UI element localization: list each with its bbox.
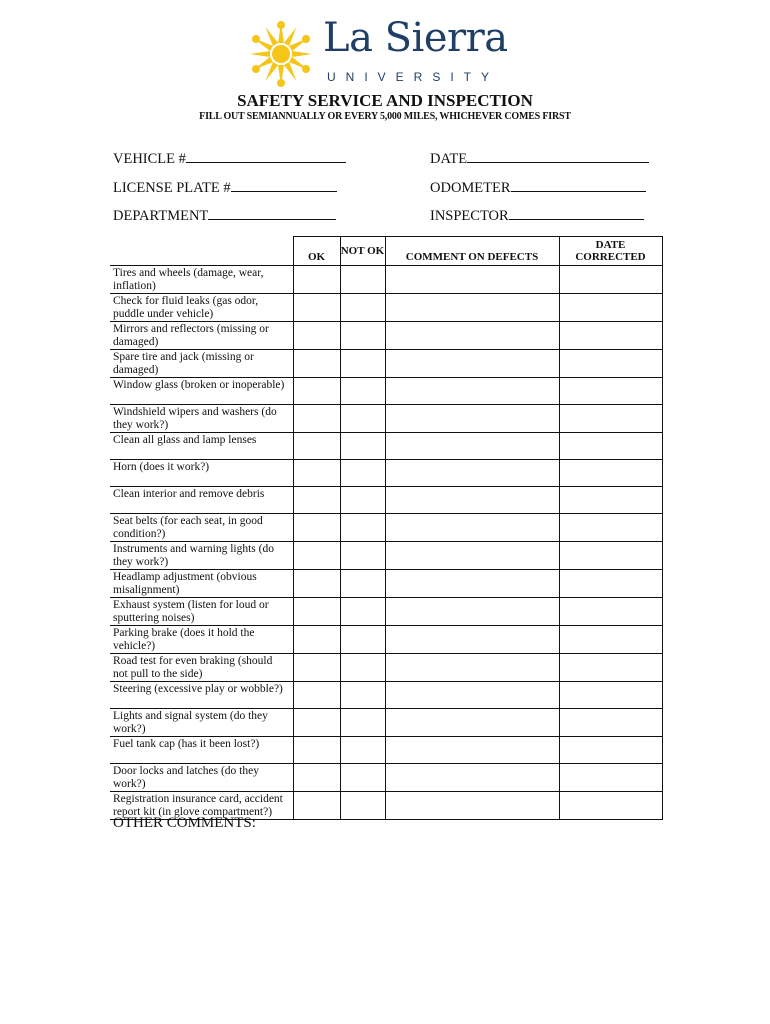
inspection-item-label: Clean interior and remove debris [110, 487, 293, 514]
date-corrected-cell[interactable] [559, 709, 662, 737]
table-row [110, 405, 662, 433]
inspection-item-label: Parking brake (does it hold the vehicle?) [110, 626, 293, 654]
comment-cell[interactable] [385, 350, 559, 378]
table-row [110, 460, 662, 487]
comment-cell[interactable] [385, 626, 559, 654]
date-corrected-cell[interactable] [559, 322, 662, 350]
ok-cell[interactable] [293, 542, 340, 570]
date-corrected-cell[interactable] [559, 460, 662, 487]
date-corrected-cell[interactable] [559, 626, 662, 654]
not-ok-cell[interactable] [340, 598, 385, 626]
sun-figures-icon [245, 20, 317, 88]
inspection-table [110, 236, 663, 820]
date-corrected-cell[interactable] [559, 792, 662, 820]
table-row [110, 514, 662, 542]
ok-cell[interactable] [293, 764, 340, 792]
header-blank [110, 237, 293, 266]
ok-cell[interactable] [293, 682, 340, 709]
inspection-item-label: Steering (excessive play or wobble?) [110, 682, 293, 709]
inspection-item-label: Instruments and warning lights (do they work?) [110, 542, 293, 570]
form-title: SAFETY SERVICE AND INSPECTION [237, 91, 533, 110]
comment-cell[interactable] [385, 460, 559, 487]
not-ok-cell[interactable] [340, 626, 385, 654]
ok-cell[interactable] [293, 654, 340, 682]
inspection-item-label: Window glass (broken or inoperable) [110, 378, 293, 405]
not-ok-cell[interactable] [340, 487, 385, 514]
inspector-label: INSPECTOR [430, 208, 509, 224]
comment-cell[interactable] [385, 294, 559, 322]
header-comment: COMMENT ON DEFECTS [385, 237, 559, 266]
ok-cell[interactable] [293, 378, 340, 405]
university-logo [245, 15, 508, 88]
not-ok-cell[interactable] [340, 322, 385, 350]
inspection-item-label: Check for fluid leaks (gas odor, puddle under vehicle) [110, 294, 293, 322]
table-row [110, 570, 662, 598]
comment-cell[interactable] [385, 682, 559, 709]
date-corrected-cell[interactable] [559, 294, 662, 322]
date-corrected-cell[interactable] [559, 682, 662, 709]
inspector-field[interactable] [430, 205, 644, 225]
date-corrected-cell[interactable] [559, 764, 662, 792]
header-not-ok: NOT OK [340, 237, 385, 266]
table-row [110, 350, 662, 378]
inspection-item-label: Headlamp adjustment (obvious misalignment) [110, 570, 293, 598]
license-field[interactable] [113, 177, 337, 197]
table-row [110, 682, 662, 709]
ok-cell[interactable] [293, 792, 340, 820]
header-ok: OK [293, 237, 340, 266]
date-field[interactable] [430, 148, 649, 168]
date-corrected-cell[interactable] [559, 654, 662, 682]
table-row [110, 542, 662, 570]
ok-cell[interactable] [293, 487, 340, 514]
inspection-item-label: Exhaust system (listen for loud or sputtering noises) [110, 598, 293, 626]
ok-cell[interactable] [293, 405, 340, 433]
not-ok-cell[interactable] [340, 737, 385, 764]
comment-cell[interactable] [385, 322, 559, 350]
not-ok-cell[interactable] [340, 433, 385, 460]
ok-cell[interactable] [293, 626, 340, 654]
ok-cell[interactable] [293, 350, 340, 378]
not-ok-cell[interactable] [340, 709, 385, 737]
form-subtitle: FILL OUT SEMIANNUALLY OR EVERY 5,000 MILES, WHICHEVER COMES FIRST [199, 111, 571, 122]
logo-subtitle: UNIVERSITY [327, 70, 500, 84]
not-ok-cell[interactable] [340, 542, 385, 570]
not-ok-cell[interactable] [340, 514, 385, 542]
not-ok-cell[interactable] [340, 792, 385, 820]
table-row [110, 433, 662, 460]
comment-cell[interactable] [385, 378, 559, 405]
table-row [110, 487, 662, 514]
inspection-item-label: Mirrors and reflectors (missing or damaged) [110, 322, 293, 350]
date-corrected-cell[interactable] [559, 405, 662, 433]
not-ok-cell[interactable] [340, 764, 385, 792]
date-line[interactable] [467, 148, 649, 163]
date-corrected-cell[interactable] [559, 350, 662, 378]
table-row [110, 709, 662, 737]
department-line[interactable] [208, 205, 336, 220]
date-corrected-cell[interactable] [559, 514, 662, 542]
ok-cell[interactable] [293, 570, 340, 598]
vehicle-field[interactable] [113, 148, 346, 168]
license-line[interactable] [231, 177, 337, 192]
inspection-item-label: Road test for even braking (should not pull to the side) [110, 654, 293, 682]
ok-cell[interactable] [293, 737, 340, 764]
not-ok-cell[interactable] [340, 378, 385, 405]
ok-cell[interactable] [293, 322, 340, 350]
inspection-item-label: Tires and wheels (damage, wear, inflation) [110, 266, 293, 294]
department-field[interactable] [113, 205, 336, 225]
inspection-item-label: Seat belts (for each seat, in good condition?) [110, 514, 293, 542]
table-header-row [110, 237, 662, 266]
inspection-item-label: Registration insurance card, accident report kit (in glove compartment?) [110, 792, 293, 820]
ok-cell[interactable] [293, 514, 340, 542]
comment-cell[interactable] [385, 764, 559, 792]
table-row [110, 378, 662, 405]
odometer-line[interactable] [511, 177, 646, 192]
inspection-item-label: Horn (does it work?) [110, 460, 293, 487]
date-corrected-cell[interactable] [559, 542, 662, 570]
inspector-line[interactable] [509, 205, 644, 220]
odometer-label: ODOMETER [430, 180, 511, 196]
comment-cell[interactable] [385, 792, 559, 820]
comment-cell[interactable] [385, 737, 559, 764]
table-row [110, 764, 662, 792]
comment-cell[interactable] [385, 654, 559, 682]
table-row [110, 626, 662, 654]
not-ok-cell[interactable] [340, 350, 385, 378]
inspection-item-label: Clean all glass and lamp lenses [110, 433, 293, 460]
date-corrected-cell[interactable] [559, 378, 662, 405]
table-row [110, 737, 662, 764]
date-label: DATE [430, 151, 468, 167]
table-row [110, 294, 662, 322]
inspection-item-label: Door locks and latches (do they work?) [110, 764, 293, 792]
not-ok-cell[interactable] [340, 405, 385, 433]
table-row [110, 266, 662, 294]
inspection-item-label: Lights and signal system (do they work?) [110, 709, 293, 737]
date-corrected-cell[interactable] [559, 433, 662, 460]
vehicle-line[interactable] [186, 148, 346, 163]
not-ok-cell[interactable] [340, 266, 385, 294]
comment-cell[interactable] [385, 570, 559, 598]
ok-cell[interactable] [293, 433, 340, 460]
comment-cell[interactable] [385, 542, 559, 570]
comment-cell[interactable] [385, 405, 559, 433]
comment-cell[interactable] [385, 709, 559, 737]
comment-cell[interactable] [385, 598, 559, 626]
ok-cell[interactable] [293, 598, 340, 626]
header-date-corrected: DATE CORRECTED [559, 237, 662, 266]
ok-cell[interactable] [293, 709, 340, 737]
not-ok-cell[interactable] [340, 654, 385, 682]
inspection-item-label: Fuel tank cap (has it been lost?) [110, 737, 293, 764]
ok-cell[interactable] [293, 294, 340, 322]
not-ok-cell[interactable] [340, 682, 385, 709]
table-row [110, 654, 662, 682]
inspection-item-label: Spare tire and jack (missing or damaged) [110, 350, 293, 378]
comment-cell[interactable] [385, 487, 559, 514]
date-corrected-cell[interactable] [559, 266, 662, 294]
ok-cell[interactable] [293, 266, 340, 294]
table-row [110, 598, 662, 626]
department-label: DEPARTMENT [113, 208, 209, 224]
inspection-item-label: Windshield wipers and washers (do they work?) [110, 405, 293, 433]
logo-wordmark: La Sierra [323, 15, 508, 61]
table-row [110, 322, 662, 350]
odometer-field[interactable] [430, 177, 646, 197]
date-corrected-cell[interactable] [559, 570, 662, 598]
not-ok-cell[interactable] [340, 294, 385, 322]
date-corrected-cell[interactable] [559, 487, 662, 514]
comment-cell[interactable] [385, 433, 559, 460]
vehicle-label: VEHICLE # [113, 151, 186, 167]
license-label: LICENSE PLATE # [113, 180, 231, 196]
ok-cell[interactable] [293, 460, 340, 487]
comment-cell[interactable] [385, 514, 559, 542]
other-comments-label: OTHER COMMENTS: [113, 815, 256, 831]
date-corrected-cell[interactable] [559, 737, 662, 764]
not-ok-cell[interactable] [340, 570, 385, 598]
not-ok-cell[interactable] [340, 460, 385, 487]
date-corrected-cell[interactable] [559, 598, 662, 626]
comment-cell[interactable] [385, 266, 559, 294]
